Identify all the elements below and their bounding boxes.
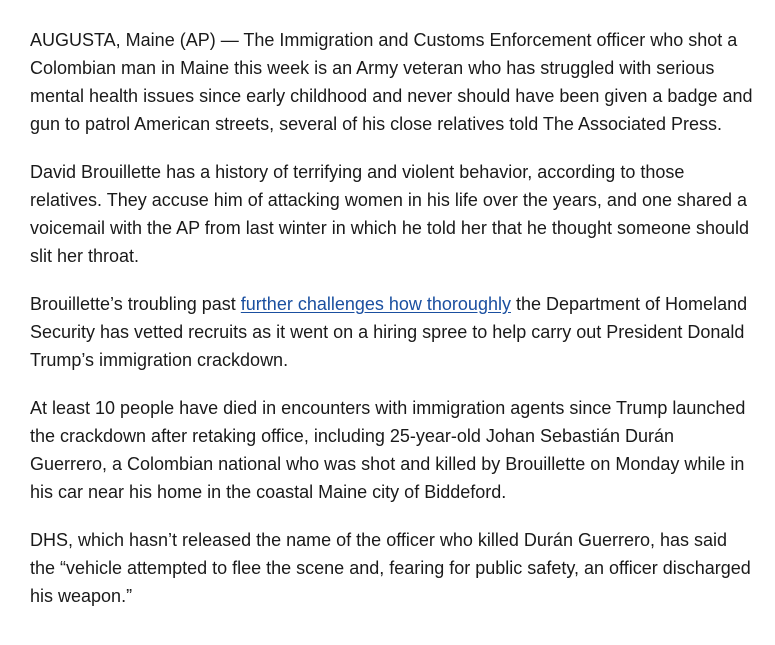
- paragraph-3-text-before: Brouillette’s troubling past: [30, 294, 241, 314]
- article-paragraph-2: David Brouillette has a history of terrifying and violent behavior, according to those relatives. They accuse him of attacking women in his life over the years, and one shared a voicemail with the AP from last winter in which he told her that he thought someone should slit her throat.: [30, 162, 750, 266]
- further-challenges-link[interactable]: further challenges how thoroughly: [240, 294, 511, 314]
- article-paragraph-5: DHS, which hasn’t released the name of the officer who killed Durán Guerrero, has said the “vehicle attempted to flee the scene and, fearing for public safety, an officer discharged his weapon.”: [30, 530, 751, 606]
- article-paragraph-1: AUGUSTA, Maine (AP) — The Immigration and Customs Enforcement officer who shot a Colombian man in Maine this week is an Army veteran who has struggled with serious mental health issues since early childhood and never should have been given a badge and gun to patrol American streets, several of his close relatives told The Associated Press.: [30, 30, 753, 134]
- article-paragraph-4: At least 10 people have died in encounters with immigration agents since Trump launched the crackdown after retaking office, including 25-year-old Johan Sebastián Durán Guerrero, a Colombian national who was shot and killed by Brouillette on Monday while in his car near his home in the coastal Maine city of Biddeford.: [30, 398, 746, 502]
- article-paragraph-3: [30, 290, 755, 374]
- paragraph-3-text-after: the Department of Homeland Security has vetted recruits as it went on a hiring spree to help carry out President Donald Trump’s immigration crackdown.: [30, 294, 748, 370]
